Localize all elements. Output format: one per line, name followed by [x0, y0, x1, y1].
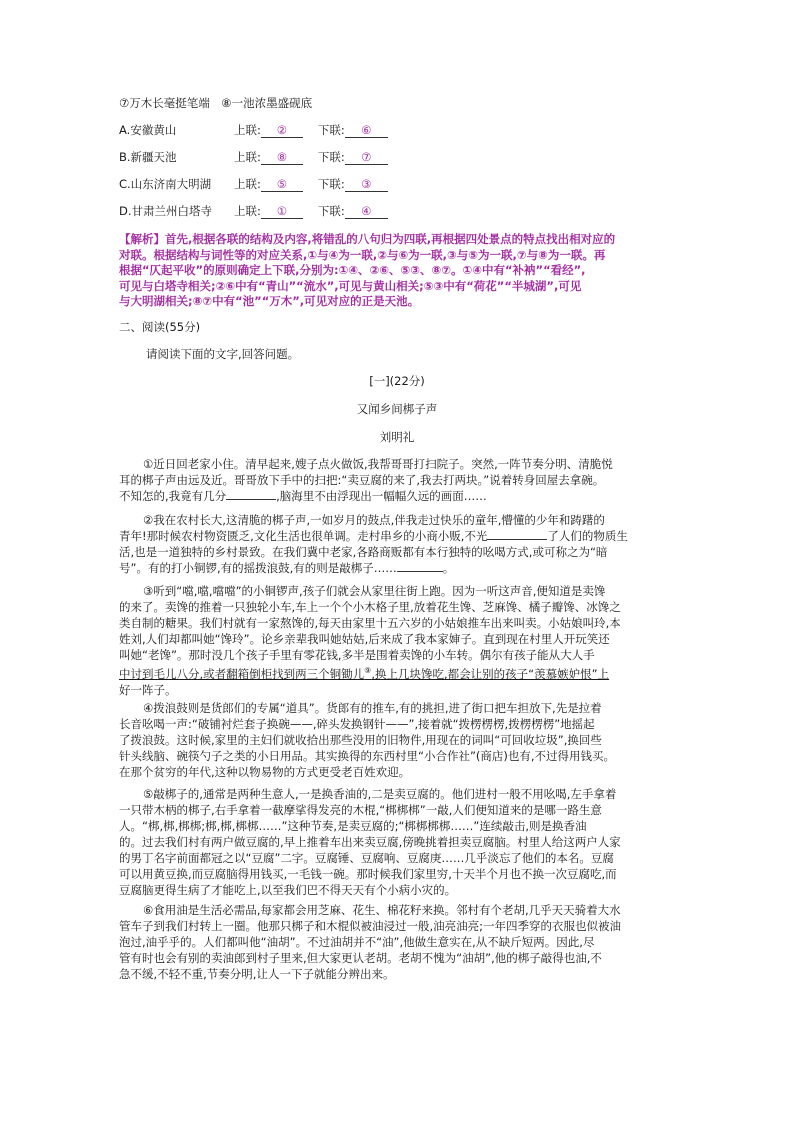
para-line: 人。“梆,梆,梆梆;梆,梆,梆梆……”这种节奏,是卖豆腐的;“梆梆梆梆……”连续敲击,则是换香油	[119, 819, 587, 833]
option-b	[119, 150, 388, 165]
answer-lower: ④	[345, 205, 388, 219]
para-line: 管车子到我们村转上一圈。他那只梆子和木棍似被油浸过一般,油亮油亮;一年四季穿的衣服也似被油	[119, 919, 622, 933]
para-line: 好一阵子。	[119, 682, 177, 697]
para-line: 耳的梆子声由远及近。哥哥放下手中的扫把:“卖豆腐的来了,我去打两块。”说着转身回屋去拿碗。	[119, 473, 605, 487]
para-line: 的。过去我们村有两户做豆腐的,早上推着车出来卖豆腐,傍晚挑着担卖豆腐脑。村里人给这两户人家	[119, 835, 621, 849]
answer-lower: ⑥	[345, 124, 388, 138]
lower-label: 下联:	[317, 177, 345, 191]
para-line: 的男丁名字前面都冠之以“豆腐”二字。豆腐锤、豆腐响、豆腐庚……几乎淡忘了他们的本名。豆腐	[119, 851, 614, 865]
para-line: 类自制的糖果。我们村就有一家熬馋的,每天由家里十五六岁的小姑娘推车出来叫卖。小姑娘叫玲,本	[119, 616, 621, 630]
para-line	[119, 528, 679, 544]
para-line	[119, 663, 679, 682]
analysis-block	[119, 232, 679, 310]
para-line: 一只带木柄的梆子,右手拿着一截摩挲得发亮的木棍,“梆梆梆”一敲,人们便知道来的是哪一路生意	[119, 803, 602, 817]
analysis-line: 与大明湖相关;⑧⑦中有“池”“万木”,可见对应的正是天池。	[119, 294, 420, 308]
para-line: 了拨浪鼓。这时候,家里的主妇们就收拾出那些没用的旧物件,用现在的词叫“可回收垃圾”,换回些	[119, 733, 602, 747]
option-place: B.新疆天池	[119, 150, 177, 164]
fill-blank	[397, 571, 443, 572]
footnote-mark: ⑨	[364, 666, 372, 675]
fill-blank	[226, 499, 276, 500]
fill-blank	[487, 539, 547, 540]
analysis-line: 可见与白塔寺相关;②⑥中有“青山”“流水”,可见与黄山相关;⑤③中有“荷花”“半城湖”,可见	[119, 278, 582, 293]
para-line	[119, 488, 679, 504]
para-line: 长音吆喝一声:“破铺衬烂套子换碗——,碎头发换钢针——”,接着就“拨楞楞楞,拨楞楞楞”地摇起	[119, 717, 595, 731]
option-d	[119, 204, 388, 219]
text-fragment: 青年!那时候农村物资匮乏,文化生活也很单调。走村串乡的小商小贩,不光	[119, 529, 488, 543]
para-line: 豆腐脑更得生病了才能吃上,以至我们巴不得天天有个小病小灾的。	[119, 883, 457, 897]
upper-label: 上联:	[234, 150, 261, 164]
para-line: ②我在农村长大,这清脆的梆子声,一如岁月的鼓点,伴我走过快乐的童年,懵懂的少年和踌躇的	[143, 513, 605, 527]
option-a	[119, 123, 388, 138]
text-fragment: 了人们的物质生	[547, 529, 628, 543]
para-line: 泡过,油乎乎的。人们都叫他“油胡”。不过油胡并不“油”,他做生意实在,从不缺斤短两。因此,尽	[119, 935, 595, 949]
article-author: 刘明礼	[379, 430, 415, 444]
lower-label: 下联:	[317, 204, 345, 218]
couplet-line: ⑦万木长毫挺笔端 ⑧一池浓墨盛砚底	[119, 96, 313, 110]
lower-label: 下联:	[317, 150, 345, 164]
para-line: 活,也是一道独特的乡村景致。在我们冀中老家,各路商贩都有本行独特的吆喝方式,或可称之为“暗	[119, 545, 608, 559]
paragraph-6	[119, 902, 679, 982]
para-line: ⑥食用油是生活必需品,每家都会用芝麻、花生、棉花籽来换。邻村有个老胡,几乎天天骑着大水	[143, 903, 621, 917]
para-line: ③听到“噹,噹,噹噹”的小铜锣声,孩子们就会从家里往街上跑。因为一听这声音,便知道是卖馋	[143, 584, 606, 598]
answer-lower: ③	[345, 178, 388, 192]
option-place: A.安徽黄山	[119, 123, 177, 137]
para-line: ①近日回老家小住。清早起来,嫂子点火做饭,我帮哥哥打扫院子。突然,一阵节奏分明、清脆悦	[143, 457, 613, 471]
answer-upper: ①	[261, 205, 303, 219]
para-line: 的来了。卖馋的推着一只独轮小车,车上一个个小木格子里,放着花生馋、芝麻馋、橘子瓣馋、冰馋之	[119, 600, 621, 614]
text-fragment: 不知怎的,我竟有几分	[119, 489, 227, 503]
analysis-line: 【解析】首先,根据各联的结构及内容,将错乱的八句归为四联,再根据四处景点的特点找出相对应的	[119, 232, 616, 246]
para-line: 姓刘,人们却都叫她“馋玲”。论乡亲辈我叫她姑姑,后来成了我本家婶子。直到现在村里人开玩笑还	[119, 632, 610, 646]
answer-upper: ⑧	[261, 151, 303, 165]
para-line: 急不缓,不轻不重,节奏分明,让人一下子就能分辨出来。	[119, 967, 395, 981]
para-line: 可以用黄豆换,而豆腐脑得用钱买,一毛钱一碗。那时候我们家里穷,十天半个月也不换一次豆腐吃,而	[119, 867, 617, 881]
text-fragment: ,换上几块馋吃,都会让别的孩子“羡慕嫉妒恨”上	[371, 666, 610, 681]
answer-lower: ⑦	[345, 151, 388, 165]
section-title: 二、阅读(55分)	[119, 320, 201, 334]
text-fragment: ,脑海里不由浮现出一幅幅久远的画面……	[276, 489, 487, 503]
analysis-line: 根据“仄起平收”的原则确定上下联,分别为:①④、②⑥、⑤③、⑧⑦。①④中有“补衲”“看经”,	[119, 263, 586, 277]
analysis-line: 对联。根据结构与词性等的对应关系,①与④为一联,②与⑥为一联,③与⑤为一联,⑦与⑧为一联。再	[119, 247, 606, 262]
para-line: ④拨浪鼓则是货郎们的专属“道具”。货郎有的推车,有的挑担,进了街口把车担放下,先是拉着	[143, 701, 602, 715]
paragraph-1	[119, 456, 679, 504]
article-title: 又闻乡间梆子声	[356, 402, 438, 416]
text-fragment: 中讨到毛儿八分,或者翻箱倒柜找到两三个铜锄儿	[119, 666, 365, 681]
option-c	[119, 177, 388, 192]
para-line: 针头线脑、碗筷勺子之类的小日用品。其实换得的东西村里“小合作社”(商店)也有,不过得用钱买。	[119, 749, 616, 763]
para-line: 管有时也会有别的卖油郎到村子里来,但大家更认老胡。老胡不愧为“油胡”,他的梆子敲得也油,不	[119, 951, 602, 965]
upper-label: 上联:	[234, 204, 261, 218]
text-fragment: 号”。有的打小铜锣,有的摇拨浪鼓,有的则是敲梆子……	[119, 561, 397, 575]
answer-upper: ⑤	[261, 178, 303, 192]
upper-label: 上联:	[234, 123, 261, 137]
para-line	[119, 560, 679, 576]
paragraph-4	[119, 700, 679, 780]
paragraph-5	[119, 786, 679, 898]
lower-label: 下联:	[317, 123, 345, 137]
option-place: D.甘肃兰州白塔寺	[119, 204, 213, 218]
para-line: 叫她“老馋”。那时没几个孩子手里有零花钱,多半是围着卖馋的小车转。偶尔有孩子能从大人手	[119, 648, 595, 662]
text-fragment: 。	[442, 561, 455, 575]
answer-upper: ②	[261, 124, 303, 138]
option-place: C.山东济南大明湖	[119, 177, 212, 191]
para-line: 在那个贫穷的年代,这种以物易物的方式更受老百姓欢迎。	[119, 765, 411, 779]
instruction: 请阅读下面的文字,回答问题。	[146, 347, 300, 361]
para-line: ⑤敲梆子的,通常是两种生意人,一是换香油的,二是卖豆腐的。他们进村一般不用吆喝,左手拿着	[143, 787, 617, 801]
paragraph-2	[119, 512, 679, 576]
part-tag: [一](22分)	[369, 374, 425, 388]
upper-label: 上联:	[234, 177, 261, 191]
paragraph-3	[119, 583, 679, 698]
